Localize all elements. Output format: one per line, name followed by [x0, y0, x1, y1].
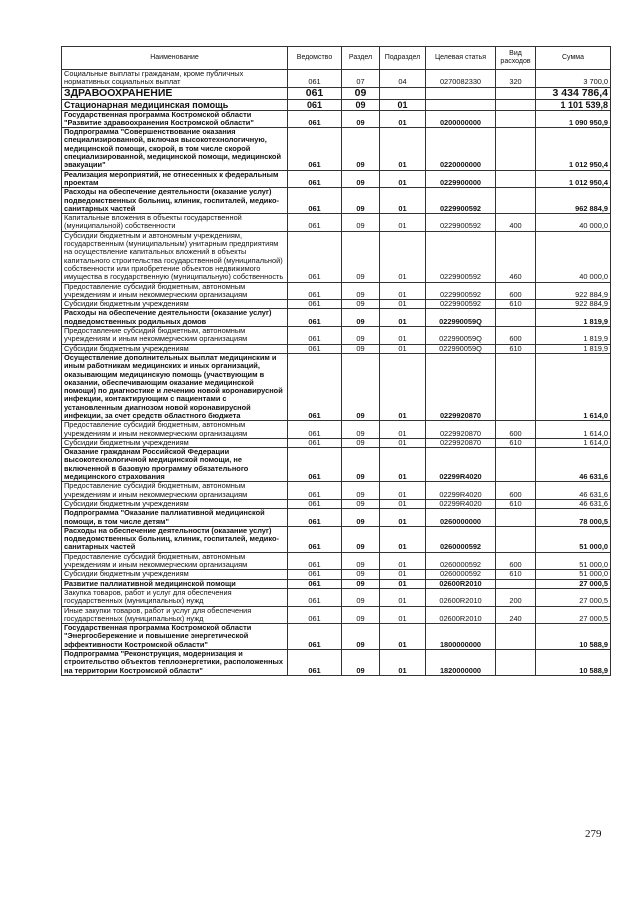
table-row: [62, 282, 611, 300]
cell-name: Развитие паллиативной медицинской помощи: [62, 579, 288, 588]
cell-vedomstvo: 061: [288, 353, 342, 420]
cell-celevaya-statya: 0260000592: [426, 570, 496, 579]
cell-podrazdel: 01: [380, 579, 426, 588]
cell-podrazdel: 01: [380, 588, 426, 606]
table-row: [62, 606, 611, 624]
cell-celevaya-statya: 0229900592: [426, 231, 496, 282]
cell-razdel: 09: [342, 344, 380, 353]
cell-celevaya-statya: [426, 99, 496, 110]
cell-celevaya-statya: 0220000000: [426, 128, 496, 170]
cell-name: Расходы на обеспечение деятельности (оказание услуг) подведомственных родильных домов: [62, 309, 288, 327]
cell-vedomstvo: 061: [288, 300, 342, 309]
budget-table-page: [61, 46, 610, 676]
cell-vedomstvo: 061: [288, 188, 342, 214]
cell-summa: 10 588,9: [536, 624, 611, 650]
cell-summa: 1 819,9: [536, 309, 611, 327]
cell-name: Субсидии бюджетным учреждениям: [62, 499, 288, 508]
cell-summa: 1 819,9: [536, 327, 611, 345]
cell-summa: 922 884,9: [536, 300, 611, 309]
cell-vid-rashodov: 240: [496, 606, 536, 624]
cell-summa: 1 614,0: [536, 421, 611, 439]
cell-razdel: 09: [342, 282, 380, 300]
table-header-row: [62, 47, 611, 70]
cell-razdel: 09: [342, 588, 380, 606]
table-row: [62, 327, 611, 345]
cell-razdel: 09: [342, 188, 380, 214]
table-row: [62, 579, 611, 588]
cell-summa: 922 884,9: [536, 282, 611, 300]
cell-vedomstvo: 061: [288, 327, 342, 345]
cell-celevaya-statya: 02299R4020: [426, 448, 496, 482]
cell-vid-rashodov: 320: [496, 70, 536, 88]
cell-razdel: 09: [342, 509, 380, 527]
cell-podrazdel: 01: [380, 421, 426, 439]
cell-vid-rashodov: [496, 650, 536, 676]
table-row: [62, 482, 611, 500]
cell-razdel: 09: [342, 570, 380, 579]
cell-summa: 1 614,0: [536, 438, 611, 447]
cell-celevaya-statya: 022990059Q: [426, 309, 496, 327]
cell-summa: 3 434 786,4: [536, 87, 611, 99]
cell-celevaya-statya: 02299R4020: [426, 482, 496, 500]
cell-summa: 10 588,9: [536, 650, 611, 676]
table-body: [62, 70, 611, 676]
cell-celevaya-statya: 0200000000: [426, 110, 496, 128]
cell-razdel: 09: [342, 499, 380, 508]
cell-vedomstvo: 061: [288, 309, 342, 327]
cell-vedomstvo: 061: [288, 509, 342, 527]
cell-summa: 1 012 950,4: [536, 170, 611, 188]
cell-name: Субсидии бюджетным учреждениям: [62, 300, 288, 309]
cell-summa: 46 631,6: [536, 448, 611, 482]
cell-name: Подпрограмма "Оказание паллиативной медицинской помощи, в том числе детям": [62, 509, 288, 527]
cell-podrazdel: 01: [380, 482, 426, 500]
cell-razdel: 09: [342, 650, 380, 676]
cell-summa: 962 884,9: [536, 188, 611, 214]
cell-vedomstvo: 061: [288, 624, 342, 650]
cell-razdel: 09: [342, 438, 380, 447]
cell-vedomstvo: 061: [288, 579, 342, 588]
cell-podrazdel: 01: [380, 650, 426, 676]
cell-vid-rashodov: [496, 353, 536, 420]
cell-summa: 1 614,0: [536, 353, 611, 420]
cell-vid-rashodov: [496, 188, 536, 214]
page-number: 279: [585, 828, 602, 840]
cell-razdel: 07: [342, 70, 380, 88]
cell-vid-rashodov: 610: [496, 570, 536, 579]
cell-podrazdel: 01: [380, 353, 426, 420]
cell-name: Капитальные вложения в объекты государственной (муниципальной) собственности: [62, 214, 288, 232]
cell-podrazdel: 01: [380, 128, 426, 170]
cell-celevaya-statya: 0229900592: [426, 188, 496, 214]
cell-name: Иные закупки товаров, работ и услуг для обеспечения государственных (муниципальных) нужд: [62, 606, 288, 624]
table-row: [62, 421, 611, 439]
table-row: [62, 70, 611, 88]
cell-razdel: 09: [342, 421, 380, 439]
cell-celevaya-statya: 0229900592: [426, 214, 496, 232]
cell-podrazdel: 01: [380, 570, 426, 579]
cell-vedomstvo: 061: [288, 214, 342, 232]
cell-name: Подпрограмма "Реконструкция, модернизация и строительство объектов теплоэнергетики, расположенных на территории Костромской области": [62, 650, 288, 676]
cell-vid-rashodov: 600: [496, 482, 536, 500]
cell-razdel: 09: [342, 448, 380, 482]
cell-summa: 1 101 539,8: [536, 99, 611, 110]
cell-name: Расходы на обеспечение деятельности (оказание услуг) подведомственных больниц, клиник, госпиталей, медико-санитарных частей: [62, 526, 288, 552]
cell-name: Предоставление субсидий бюджетным, автономным учреждениям и иным некоммерческим организациям: [62, 421, 288, 439]
cell-summa: 51 000,0: [536, 526, 611, 552]
cell-vid-rashodov: 600: [496, 421, 536, 439]
cell-vid-rashodov: [496, 579, 536, 588]
cell-vid-rashodov: [496, 448, 536, 482]
cell-razdel: 09: [342, 300, 380, 309]
cell-name: Оказание гражданам Российской Федерации высокотехнологичной медицинской помощи, не включенной в базовую программу обязательного медицинского страхования: [62, 448, 288, 482]
cell-summa: 1 819,9: [536, 344, 611, 353]
cell-vedomstvo: 061: [288, 570, 342, 579]
table-row: [62, 353, 611, 420]
cell-summa: 27 000,5: [536, 606, 611, 624]
cell-celevaya-statya: 0229900000: [426, 170, 496, 188]
table-row: [62, 570, 611, 579]
cell-vedomstvo: 061: [288, 606, 342, 624]
cell-summa: 40 000,0: [536, 214, 611, 232]
cell-celevaya-statya: 0229920870: [426, 353, 496, 420]
cell-vedomstvo: 061: [288, 231, 342, 282]
cell-name: Социальные выплаты гражданам, кроме публичных нормативных социальных выплат: [62, 70, 288, 88]
cell-summa: 46 631,6: [536, 499, 611, 508]
cell-name: Субсидии бюджетным учреждениям: [62, 344, 288, 353]
cell-podrazdel: [380, 87, 426, 99]
cell-vedomstvo: 061: [288, 421, 342, 439]
cell-celevaya-statya: 0229900592: [426, 282, 496, 300]
cell-celevaya-statya: [426, 87, 496, 99]
cell-razdel: 09: [342, 99, 380, 110]
table-row: [62, 526, 611, 552]
cell-razdel: 09: [342, 482, 380, 500]
cell-name: Расходы на обеспечение деятельности (оказание услуг) подведомственных больниц, клиник, госпиталей, медико-санитарных частей: [62, 188, 288, 214]
cell-razdel: 09: [342, 624, 380, 650]
cell-razdel: 09: [342, 327, 380, 345]
cell-name: Осуществление дополнительных выплат медицинским и иным работникам медицинских и иных организаций, оказывающим медицинскую помощь (участвующим в оказании, обеспечивающим оказание медицинской помощи) по диагностике и лечению новой коронавирусной инфекции, контактирующим с пациентами с установленным диагнозом новой коронавирусной инфекции, за счет средств областного бюджета: [62, 353, 288, 420]
table-row: [62, 87, 611, 99]
cell-podrazdel: 04: [380, 70, 426, 88]
budget-table: [61, 46, 611, 676]
cell-vid-rashodov: [496, 509, 536, 527]
cell-summa: 46 631,6: [536, 482, 611, 500]
cell-vid-rashodov: [496, 526, 536, 552]
table-row: [62, 344, 611, 353]
cell-vid-rashodov: [496, 170, 536, 188]
cell-vid-rashodov: 610: [496, 438, 536, 447]
cell-podrazdel: 01: [380, 231, 426, 282]
header-vid-rashodov: Вид расходов: [496, 47, 536, 70]
header-summa: Сумма: [536, 47, 611, 70]
cell-podrazdel: 01: [380, 499, 426, 508]
cell-summa: 40 000,0: [536, 231, 611, 282]
table-row: [62, 499, 611, 508]
cell-vedomstvo: 061: [288, 344, 342, 353]
table-row: [62, 214, 611, 232]
cell-vedomstvo: 061: [288, 448, 342, 482]
cell-celevaya-statya: 0260000592: [426, 526, 496, 552]
cell-name: Подпрограмма "Совершенствование оказания специализированной, включая высокотехнологичную, медицинской помощи, скорой, в том числе скорой специализированной, медицинской помощи, медицинской эвакуации": [62, 128, 288, 170]
cell-celevaya-statya: 0229900592: [426, 300, 496, 309]
cell-podrazdel: 01: [380, 110, 426, 128]
cell-razdel: 09: [342, 579, 380, 588]
cell-name: ЗДРАВООХРАНЕНИЕ: [62, 87, 288, 99]
header-vedomstvo: Ведомство: [288, 47, 342, 70]
cell-podrazdel: 01: [380, 438, 426, 447]
cell-podrazdel: 01: [380, 526, 426, 552]
header-name: Наименование: [62, 47, 288, 70]
cell-name: Предоставление субсидий бюджетным, автономным учреждениям и иным некоммерческим организациям: [62, 282, 288, 300]
table-row: [62, 650, 611, 676]
cell-vid-rashodov: 200: [496, 588, 536, 606]
cell-summa: 1 090 950,9: [536, 110, 611, 128]
cell-name: Предоставление субсидий бюджетным, автономным учреждениям и иным некоммерческим организациям: [62, 327, 288, 345]
cell-celevaya-statya: 0260000592: [426, 552, 496, 570]
cell-vedomstvo: 061: [288, 70, 342, 88]
cell-razdel: 09: [342, 231, 380, 282]
table-row: [62, 188, 611, 214]
cell-name: Закупка товаров, работ и услуг для обеспечения государственных (муниципальных) нужд: [62, 588, 288, 606]
cell-vedomstvo: 061: [288, 282, 342, 300]
cell-podrazdel: 01: [380, 300, 426, 309]
cell-podrazdel: 01: [380, 214, 426, 232]
cell-podrazdel: 01: [380, 99, 426, 110]
cell-summa: 27 000,5: [536, 588, 611, 606]
cell-celevaya-statya: 02600R2010: [426, 606, 496, 624]
cell-razdel: 09: [342, 309, 380, 327]
cell-vedomstvo: 061: [288, 499, 342, 508]
cell-vid-rashodov: 610: [496, 344, 536, 353]
cell-podrazdel: 01: [380, 282, 426, 300]
cell-podrazdel: 01: [380, 624, 426, 650]
cell-name: Субсидии бюджетным и автономным учреждениям, государственным (муниципальным) унитарным предприятиям на осуществление капитальных вложений в объекты капитального строительства государственной (муниципальной) собственности или приобретение объектов недвижимого имущества в государственную (муниципальную) собственность: [62, 231, 288, 282]
cell-razdel: 09: [342, 606, 380, 624]
cell-vedomstvo: 061: [288, 482, 342, 500]
cell-vid-rashodov: 610: [496, 499, 536, 508]
cell-podrazdel: 01: [380, 309, 426, 327]
cell-vedomstvo: 061: [288, 87, 342, 99]
cell-summa: 3 700,0: [536, 70, 611, 88]
table-row: [62, 624, 611, 650]
cell-name: Государственная программа Костромской области "Развитие здравоохранения Костромской области": [62, 110, 288, 128]
cell-vid-rashodov: [496, 87, 536, 99]
cell-vid-rashodov: 400: [496, 214, 536, 232]
cell-celevaya-statya: 02600R2010: [426, 588, 496, 606]
cell-podrazdel: 01: [380, 448, 426, 482]
cell-name: Субсидии бюджетным учреждениям: [62, 570, 288, 579]
cell-razdel: 09: [342, 552, 380, 570]
cell-podrazdel: 01: [380, 509, 426, 527]
cell-vid-rashodov: [496, 309, 536, 327]
table-row: [62, 552, 611, 570]
cell-podrazdel: 01: [380, 170, 426, 188]
table-row: [62, 170, 611, 188]
table-row: [62, 509, 611, 527]
cell-vid-rashodov: [496, 624, 536, 650]
cell-summa: 51 000,0: [536, 570, 611, 579]
cell-vedomstvo: 061: [288, 526, 342, 552]
cell-podrazdel: 01: [380, 606, 426, 624]
cell-name: Предоставление субсидий бюджетным, автономным учреждениям и иным некоммерческим организациям: [62, 552, 288, 570]
cell-vedomstvo: 061: [288, 552, 342, 570]
cell-podrazdel: 01: [380, 552, 426, 570]
cell-celevaya-statya: 022990059Q: [426, 344, 496, 353]
cell-vedomstvo: 061: [288, 650, 342, 676]
header-celevaya-statya: Целевая статья: [426, 47, 496, 70]
cell-vid-rashodov: [496, 110, 536, 128]
cell-celevaya-statya: 1820000000: [426, 650, 496, 676]
cell-razdel: 09: [342, 526, 380, 552]
cell-celevaya-statya: 02299R4020: [426, 499, 496, 508]
cell-vid-rashodov: [496, 99, 536, 110]
cell-name: Стационарная медицинская помощь: [62, 99, 288, 110]
cell-celevaya-statya: 0229920870: [426, 421, 496, 439]
cell-podrazdel: 01: [380, 327, 426, 345]
table-row: [62, 300, 611, 309]
cell-razdel: 09: [342, 110, 380, 128]
cell-celevaya-statya: 0229920870: [426, 438, 496, 447]
cell-name: Реализация мероприятий, не отнесенных к федеральным проектам: [62, 170, 288, 188]
cell-vid-rashodov: 600: [496, 282, 536, 300]
cell-razdel: 09: [342, 128, 380, 170]
cell-razdel: 09: [342, 353, 380, 420]
table-row: [62, 128, 611, 170]
cell-summa: 1 012 950,4: [536, 128, 611, 170]
cell-vid-rashodov: 610: [496, 300, 536, 309]
cell-razdel: 09: [342, 214, 380, 232]
table-row: [62, 309, 611, 327]
cell-vid-rashodov: 460: [496, 231, 536, 282]
cell-razdel: 09: [342, 87, 380, 99]
cell-vedomstvo: 061: [288, 99, 342, 110]
table-row: [62, 588, 611, 606]
cell-razdel: 09: [342, 170, 380, 188]
cell-summa: 51 000,0: [536, 552, 611, 570]
cell-celevaya-statya: 02600R2010: [426, 579, 496, 588]
cell-podrazdel: 01: [380, 344, 426, 353]
cell-celevaya-statya: 0270082330: [426, 70, 496, 88]
table-row: [62, 448, 611, 482]
cell-vedomstvo: 061: [288, 170, 342, 188]
cell-name: Предоставление субсидий бюджетным, автономным учреждениям и иным некоммерческим организациям: [62, 482, 288, 500]
cell-name: Государственная программа Костромской области "Энергосбережение и повышение энергетической эффективности Костромской области": [62, 624, 288, 650]
cell-vedomstvo: 061: [288, 110, 342, 128]
cell-podrazdel: 01: [380, 188, 426, 214]
cell-vedomstvo: 061: [288, 128, 342, 170]
table-row: [62, 99, 611, 110]
cell-vid-rashodov: 600: [496, 552, 536, 570]
cell-celevaya-statya: 0260000000: [426, 509, 496, 527]
cell-celevaya-statya: 022990059Q: [426, 327, 496, 345]
header-podrazdel: Подраздел: [380, 47, 426, 70]
cell-vedomstvo: 061: [288, 588, 342, 606]
table-row: [62, 110, 611, 128]
cell-celevaya-statya: 1800000000: [426, 624, 496, 650]
table-row: [62, 231, 611, 282]
cell-name: Субсидии бюджетным учреждениям: [62, 438, 288, 447]
cell-vedomstvo: 061: [288, 438, 342, 447]
cell-summa: 78 000,5: [536, 509, 611, 527]
cell-summa: 27 000,5: [536, 579, 611, 588]
table-row: [62, 438, 611, 447]
header-razdel: Раздел: [342, 47, 380, 70]
cell-vid-rashodov: 600: [496, 327, 536, 345]
cell-vid-rashodov: [496, 128, 536, 170]
